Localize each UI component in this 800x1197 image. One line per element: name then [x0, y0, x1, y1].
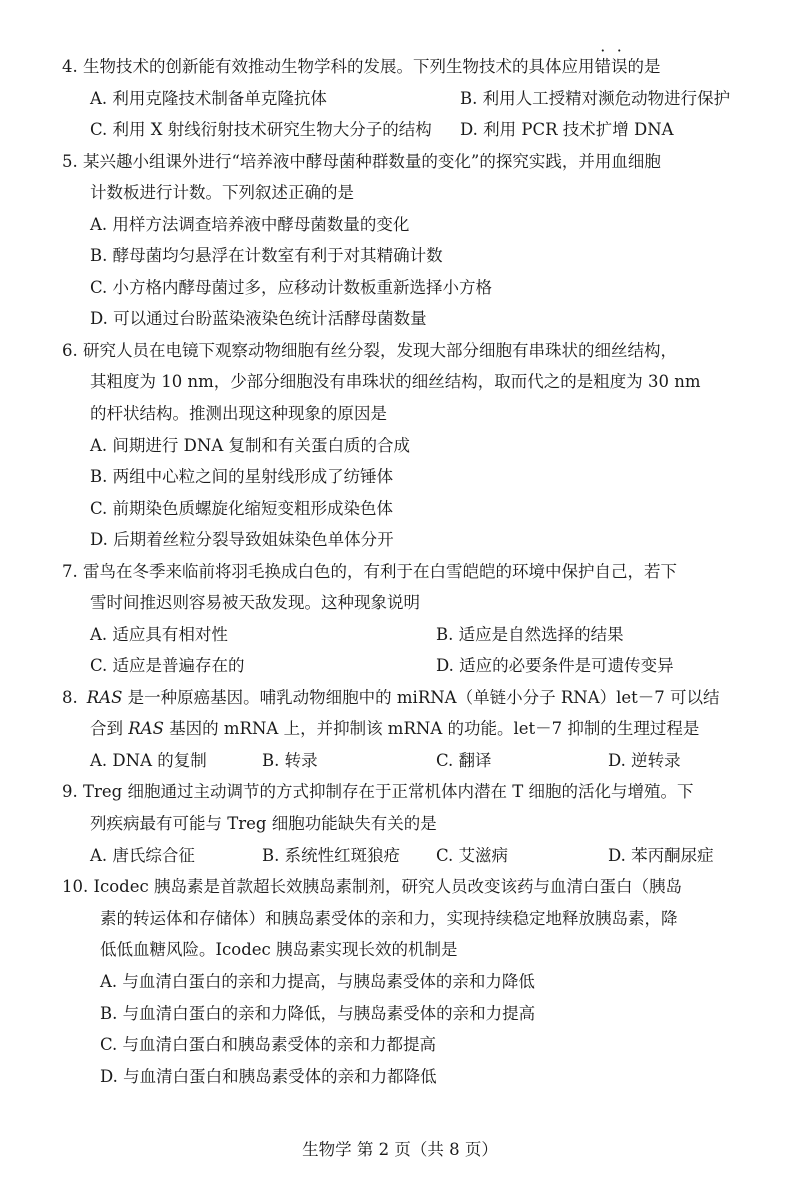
q10-option-a: A. 与血清白蛋白的亲和力提高，与胰岛素受体的亲和力降低: [100, 972, 535, 991]
q7-stem-line1: 7. 雷鸟在冬季来临前将羽毛换成白色的，有利于在白雪皑皑的环境中保护自己，若下: [62, 562, 677, 581]
q9-option-d: D. 苯丙酮尿症: [608, 846, 714, 865]
q5-option-d: D. 可以通过台盼蓝染液染色统计活酵母菌数量: [90, 309, 427, 328]
q4-emphasis-char: 误: [611, 57, 628, 76]
q6-stem-line2: 其粗度为 10 nm，少部分细胞没有串珠状的细丝结构，取而代之的是粗度为 30 nm: [90, 372, 701, 391]
q8-gene-name: RAS: [86, 688, 123, 707]
q10-option-d: D. 与血清白蛋白和胰岛素受体的亲和力都降低: [100, 1067, 437, 1086]
q8-stem-text: 是一种原癌基因。哺乳动物细胞中的 miRNA（单链小分子 RNA）let－7 可以结: [122, 688, 720, 707]
q9-option-a: A. 唐氏综合征: [90, 846, 195, 865]
q10-stem-line3: 低低血糖风险。Icodec 胰岛素实现长效的机制是: [100, 940, 458, 959]
q5-option-b: B. 酵母菌均匀悬浮在计数室有利于对其精确计数: [90, 246, 443, 265]
q4-stem-text: 4. 生物技术的创新能有效推动生物学科的发展。下列生物技术的具体应用: [62, 57, 595, 76]
q5-option-a: A. 用样方法调查培养液中酵母菌数量的变化: [90, 215, 410, 234]
q8-option-a: A. DNA 的复制: [90, 751, 207, 770]
q8-option-b: B. 转录: [262, 751, 318, 770]
q9-stem-line2: 列疾病最有可能与 Treg 细胞功能缺失有关的是: [90, 814, 437, 833]
q6-stem-line3: 的杆状结构。推测出现这种现象的原因是: [90, 404, 387, 423]
q8-option-d: D. 逆转录: [608, 751, 681, 770]
q4-stem: [62, 56, 661, 78]
q7-option-b: B. 适应是自然选择的结果: [436, 625, 624, 644]
q9-stem-line1: 9. Treg 细胞通过主动调节的方式抑制存在于正常机体内潜在 T 细胞的活化与增殖。下: [62, 782, 694, 801]
q8-stem-text: 基因的 mRNA 上，并抑制该 mRNA 的功能。let－7 抑制的生理过程是: [163, 719, 700, 738]
q8-number: 8.: [62, 688, 78, 707]
q6-option-b: B. 两组中心粒之间的星射线形成了纺锤体: [90, 467, 394, 486]
q5-option-c: C. 小方格内酵母菌过多，应移动计数板重新选择小方格: [90, 278, 493, 297]
q10-option-b: B. 与血清白蛋白的亲和力降低，与胰岛素受体的亲和力提高: [100, 1004, 536, 1023]
q5-stem-line2: 计数板进行计数。下列叙述正确的是: [90, 183, 354, 202]
q7-option-a: A. 适应具有相对性: [90, 625, 228, 644]
q4-emphasis-char: 错: [594, 57, 611, 76]
q8-stem-line1: [62, 687, 720, 709]
q4-option-d: D. 利用 PCR 技术扩增 DNA: [460, 120, 674, 139]
q8-stem-line2: [90, 718, 699, 740]
q7-stem-line2: 雪时间推迟则容易被天敌发现。这种现象说明: [90, 593, 420, 612]
q9-option-c: C. 艾滋病: [436, 846, 509, 865]
q6-stem-line1: 6. 研究人员在电镜下观察动物细胞有丝分裂，发现大部分细胞有串珠状的细丝结构，: [62, 341, 677, 360]
q7-option-d: D. 适应的必要条件是可遗传变异: [436, 656, 674, 675]
q4-option-b: B. 利用人工授精对濒危动物进行保护: [460, 89, 731, 108]
q10-stem-line2: 素的转运体和存储体）和胰岛素受体的亲和力，实现持续稳定地释放胰岛素，降: [100, 909, 678, 928]
q8-option-c: C. 翻译: [436, 751, 492, 770]
q8-stem-text: 合到: [90, 719, 129, 738]
q10-option-c: C. 与血清白蛋白和胰岛素受体的亲和力都提高: [100, 1035, 437, 1054]
page-footer: 生物学 第 2 页（共 8 页）: [302, 1140, 498, 1159]
q4-option-c: C. 利用 X 射线衍射技术研究生物大分子的结构: [90, 120, 432, 139]
q8-gene-name: RAS: [128, 719, 164, 738]
q6-option-a: A. 间期进行 DNA 复制和有关蛋白质的合成: [90, 436, 410, 455]
q6-option-c: C. 前期染色质螺旋化缩短变粗形成染色体: [90, 499, 394, 518]
q5-stem-line1: 5. 某兴趣小组课外进行“培养液中酵母菌种群数量的变化”的探究实践，并用血细胞: [62, 152, 661, 171]
q10-stem-line1: 10. Icodec 胰岛素是首款超长效胰岛素制剂，研究人员改变该药与血清白蛋白（胰岛: [62, 877, 682, 896]
q7-option-c: C. 适应是普遍存在的: [90, 656, 245, 675]
q9-option-b: B. 系统性红斑狼疮: [262, 846, 401, 865]
q4-stem-end: 的是: [627, 57, 661, 76]
q4-option-a: A. 利用克隆技术制备单克隆抗体: [90, 89, 327, 108]
q6-option-d: D. 后期着丝粒分裂导致姐妹染色单体分开: [90, 530, 394, 549]
